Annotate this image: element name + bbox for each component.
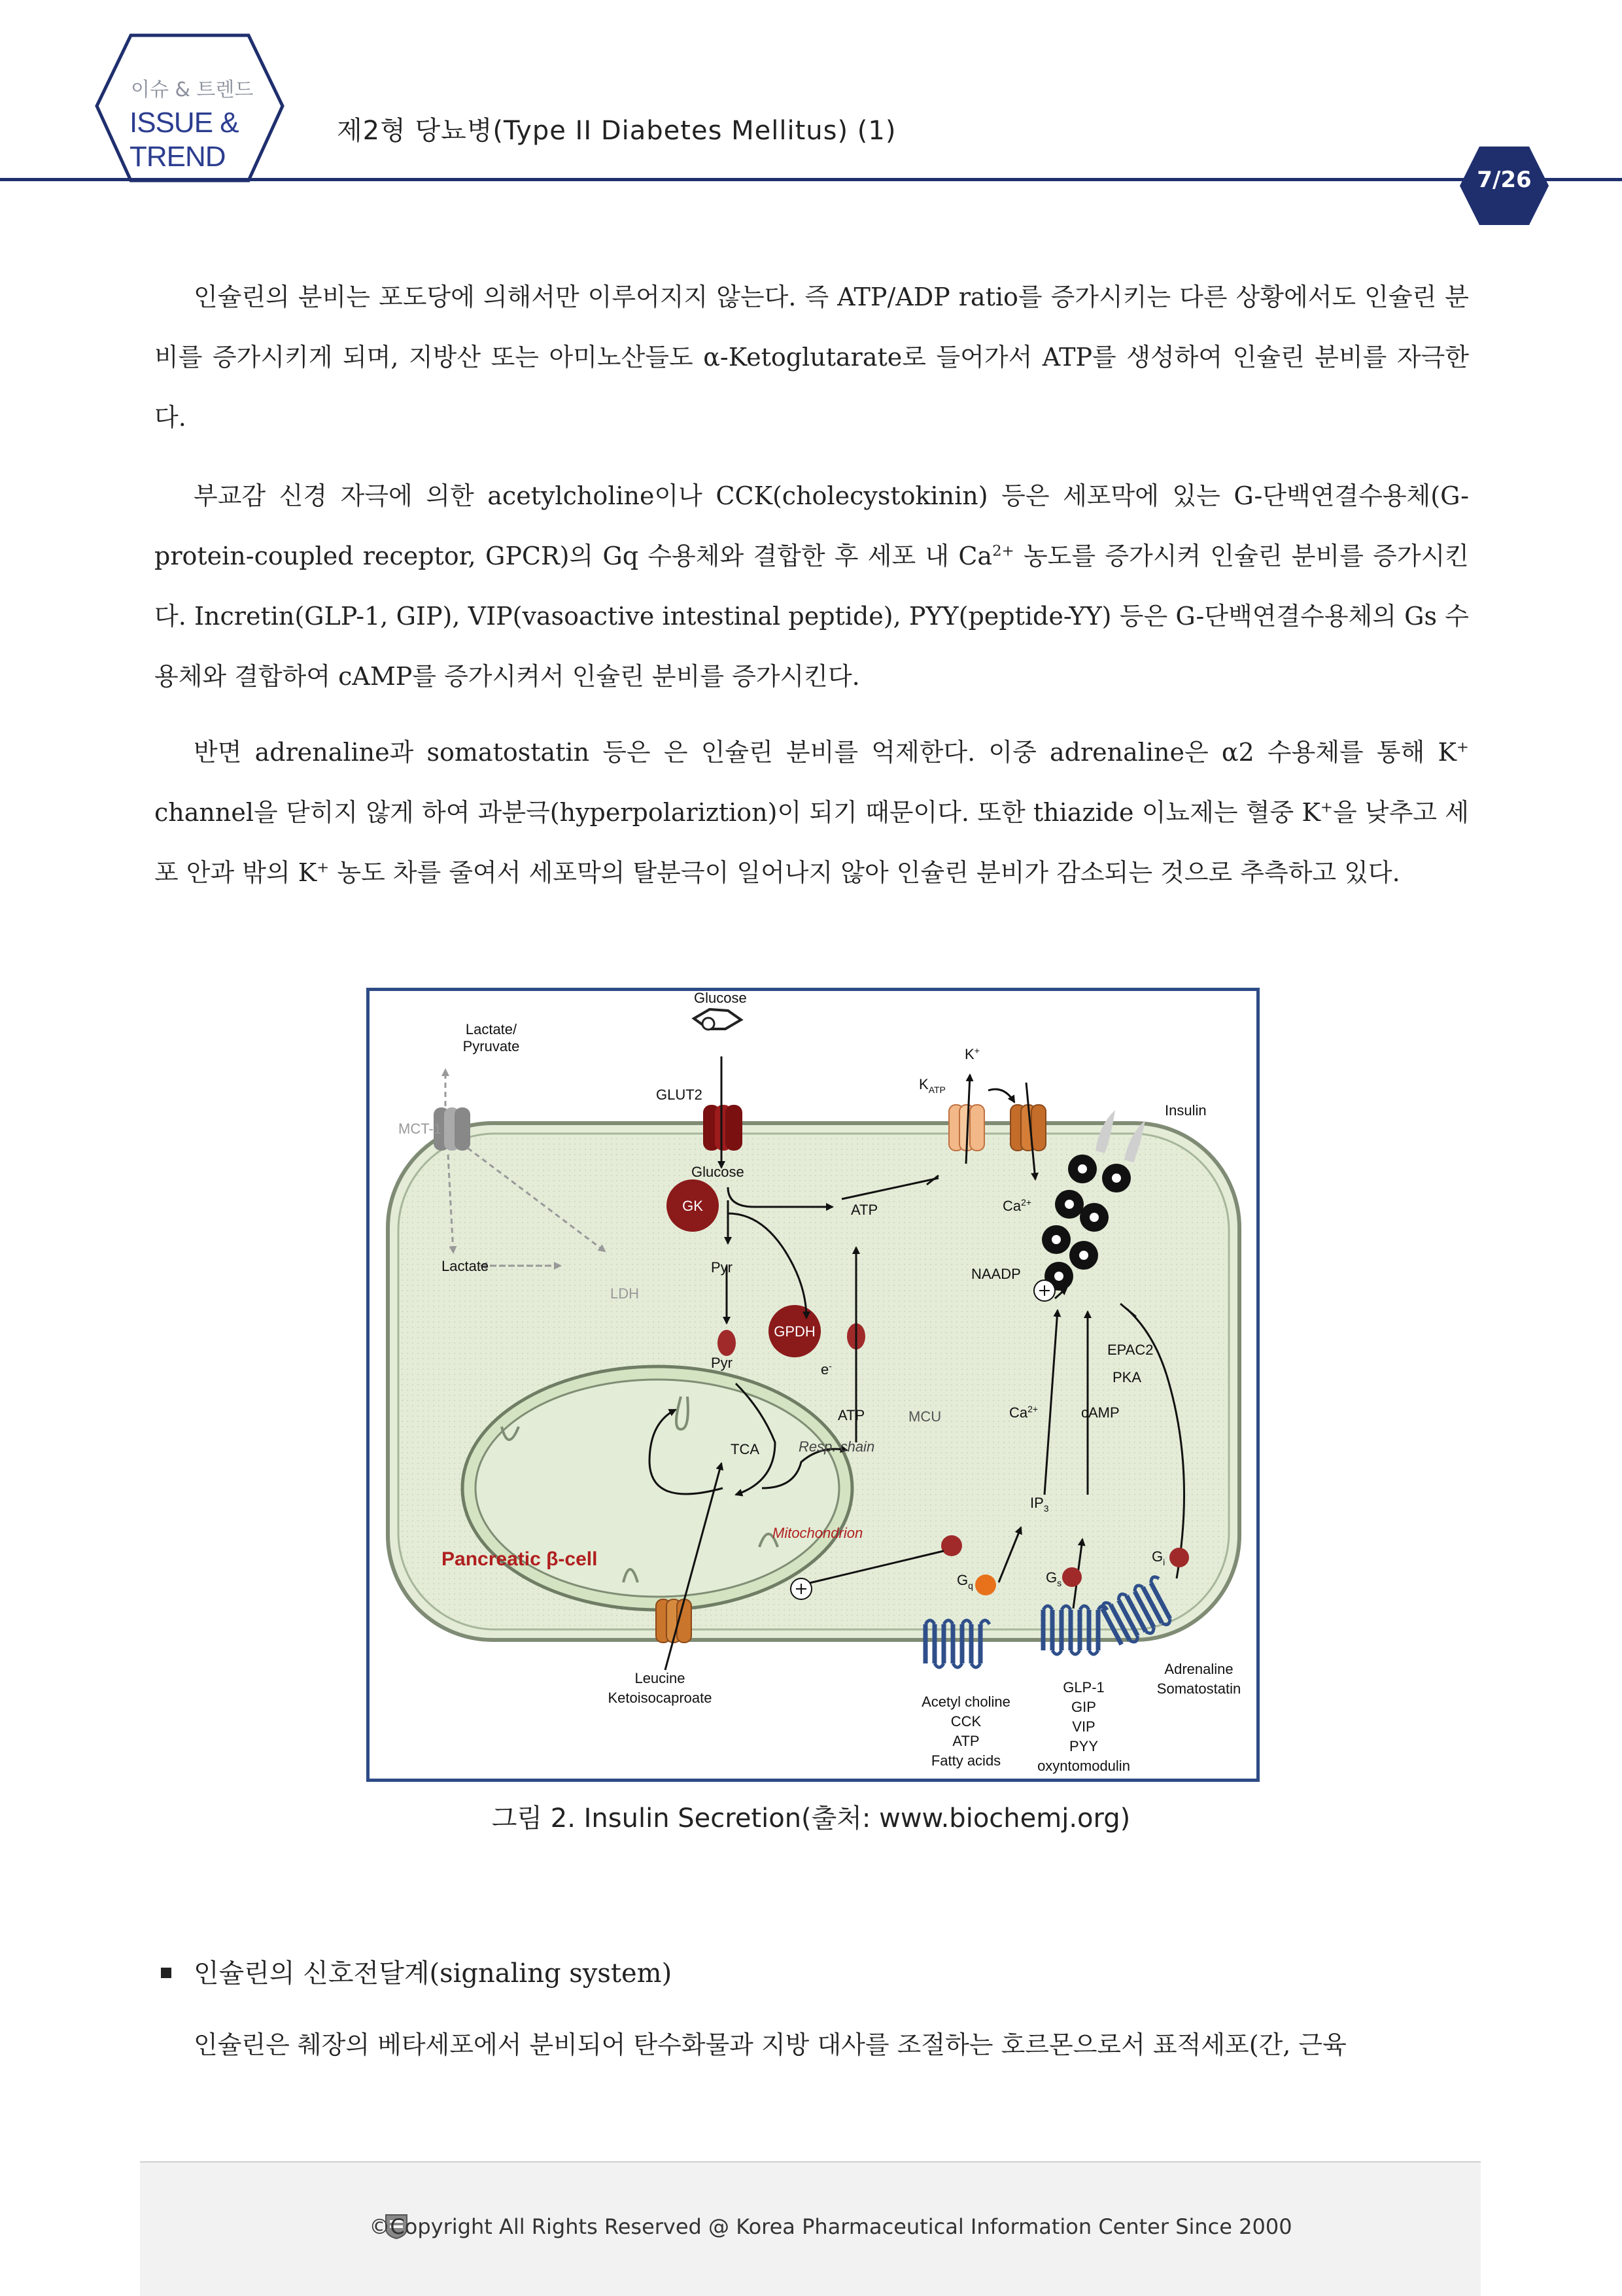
paragraph-2-text: 부교감 신경 자극에 의한 acetylcholine이나 CCK(cholecystokinin) 등은 세포막에 있는 G-단백연결수용체(G-protein-coupled receptor, GPCR)의 Gq 수용체와 결합한 후 세포 내 $Ca^{2+}$ 농도를 증가시켜 인슐린 분비를 증가시킨다. Incretin(GLP-1, GIP), VIP(vasoactive intestinal peptide), PYY(peptide-YY) 등은 G-단백연결수용체의 Gs 수용체와 결합하여 cAMP를 증가시켜서 인슐린 분비를 증가시킨다. <box>154 481 1469 691</box>
fig-gpdh: GPDH <box>774 1323 816 1340</box>
figure-caption: 그림 2. Insulin Secretion(출처: www.biochemj.org) <box>491 1803 1131 1834</box>
fig-gi-ligand: Adrenaline <box>1164 1661 1234 1677</box>
glucose-molecule-icon <box>694 1009 741 1029</box>
fig-gi-ligand: Somatostatin <box>1156 1680 1241 1697</box>
fig-glucose-top: Glucose <box>694 991 747 1006</box>
insulin-secretion-figure <box>366 988 1260 1782</box>
fig-gq-ligand: ATP <box>952 1733 980 1749</box>
fig-camp: cAMP <box>1081 1404 1120 1421</box>
fig-epac2: EPAC2 <box>1107 1342 1154 1358</box>
paragraph-1 <box>154 267 1469 447</box>
section-heading-text: 인슐린의 신호전달계(signaling system) <box>194 1958 672 1989</box>
fig-ip3: $IP_3$ <box>1030 1495 1049 1514</box>
fig-insulin: Insulin <box>1165 1102 1207 1119</box>
fig-gk: GK <box>682 1198 703 1214</box>
fig-ketoiso: Ketoisocaproate <box>608 1690 712 1706</box>
fig-glut2: GLUT2 <box>656 1087 702 1103</box>
fig-gq-ligands <box>922 1694 1010 1769</box>
fig-pyr-mito: Pyr <box>711 1355 733 1371</box>
fig-gs-ligand: GLP-1 <box>1063 1679 1105 1696</box>
fig-gs: $G_s$ <box>1046 1569 1062 1588</box>
fig-gs-ligand: oxyntomodulin <box>1037 1758 1130 1774</box>
footer-copyright: ©Copyright All Rights Reserved @ Korea Pharmaceutical Information Center Since 2000 <box>369 2214 1292 2239</box>
fig-atp-mito: ATP <box>838 1407 865 1423</box>
fig-pyr: Pyr <box>711 1259 733 1276</box>
fig-mcu: MCU <box>908 1408 942 1425</box>
fig-gs-ligands <box>1037 1679 1130 1774</box>
paragraph-3-text: 반면 adrenaline과 somatostatin 등은 은 인슐린 분비를 억제한다. 이중 adrenaline은 α2 수용체를 통해 K+ channel을 닫히지 않게 하여 과분극(hyperpolariztion)이 되기 때문이다. 또한 thiazide 이뇨제는 혈중 K+을 낮추고 세포 안과 밖의 K+ 농도 차를 줄여서 세포막의 탈분극이 일어나지 않아 인슐린 분비가 감소되는 것으로 추측하고 있다. <box>154 738 1469 887</box>
badge-line-1: ISSUE & <box>129 107 239 139</box>
fig-mitochondrion: Mitochondrion <box>772 1525 863 1541</box>
fig-gs-ligand: GIP <box>1071 1699 1096 1715</box>
bullet-square-icon <box>161 1968 171 1978</box>
fig-ca-low: $Ca^{2+}$ <box>1009 1404 1039 1421</box>
fig-gs-ligand: VIP <box>1072 1718 1096 1735</box>
fig-lactate-pyruvate-1: Lactate/ <box>465 1021 517 1037</box>
badge-korean-label: 이슈 & 트렌드 <box>131 78 254 101</box>
fig-gq: $G_q$ <box>957 1572 973 1591</box>
paragraph-3 <box>154 722 1469 903</box>
fig-naadp: NAADP <box>971 1266 1021 1282</box>
fig-gq-ligand: CCK <box>950 1713 982 1730</box>
document-title: 제2형 당뇨병(Type II Diabetes Mellitus) (1) <box>337 116 897 146</box>
fig-glucose-in: Glucose <box>691 1164 744 1180</box>
page-number: 7/26 <box>1477 167 1532 193</box>
fig-resp-chain: Resp. chain <box>799 1438 875 1455</box>
fig-ldh: LDH <box>610 1285 640 1302</box>
section-paragraph: 인슐린은 췌장의 베타세포에서 분비되어 탄수화물과 지방 대사를 조절하는 호르몬으로서 표적세포(간, 근육 <box>194 2030 1347 2059</box>
badge-issue-trend <box>129 106 239 174</box>
badge-line-2: TREND <box>129 141 226 173</box>
fig-katp: $K_{ATP}$ <box>919 1076 946 1095</box>
fig-mct1: MCT-1 <box>398 1121 441 1137</box>
glut2-transporter-icon <box>703 1105 742 1151</box>
fig-gi-ligands <box>1157 1661 1241 1697</box>
fig-gi: $G_i$ <box>1152 1548 1165 1567</box>
fig-lactate: Lactate <box>441 1258 489 1274</box>
paragraph-2 <box>154 466 1469 706</box>
paragraph-1-text: 인슐린의 분비는 포도당에 의해서만 이루어지지 않는다. 즉 ATP/ADP ratio를 증가시키는 다른 상황에서도 인슐린 분비를 증가시키게 되며, 지방산 또는 아미노산들도 α-Ketoglutarate로 들어가서 ATP를 생성하여 인슐린 분비를 자극한다. <box>154 283 1469 432</box>
fig-lactate-pyruvate-2: Pyruvate <box>462 1038 520 1054</box>
fig-gq-ligand: Fatty acids <box>931 1752 1001 1769</box>
section-heading <box>161 1953 672 1990</box>
fig-gq-ligand: Acetyl choline <box>922 1694 1010 1710</box>
fig-cell-label: Pancreatic β-cell <box>441 1548 598 1570</box>
fig-k-plus: K+ <box>965 1045 980 1062</box>
header-rule <box>0 178 1622 181</box>
fig-tca: TCA <box>731 1441 759 1457</box>
fig-e-minus: e- <box>821 1361 832 1378</box>
fig-ca: $Ca^{2+}$ <box>1003 1197 1032 1214</box>
fig-gs-ligand: PYY <box>1069 1738 1099 1754</box>
fig-leucine: Leucine <box>634 1670 685 1686</box>
fig-atp-top: ATP <box>851 1202 878 1218</box>
fig-pka: PKA <box>1113 1369 1142 1385</box>
